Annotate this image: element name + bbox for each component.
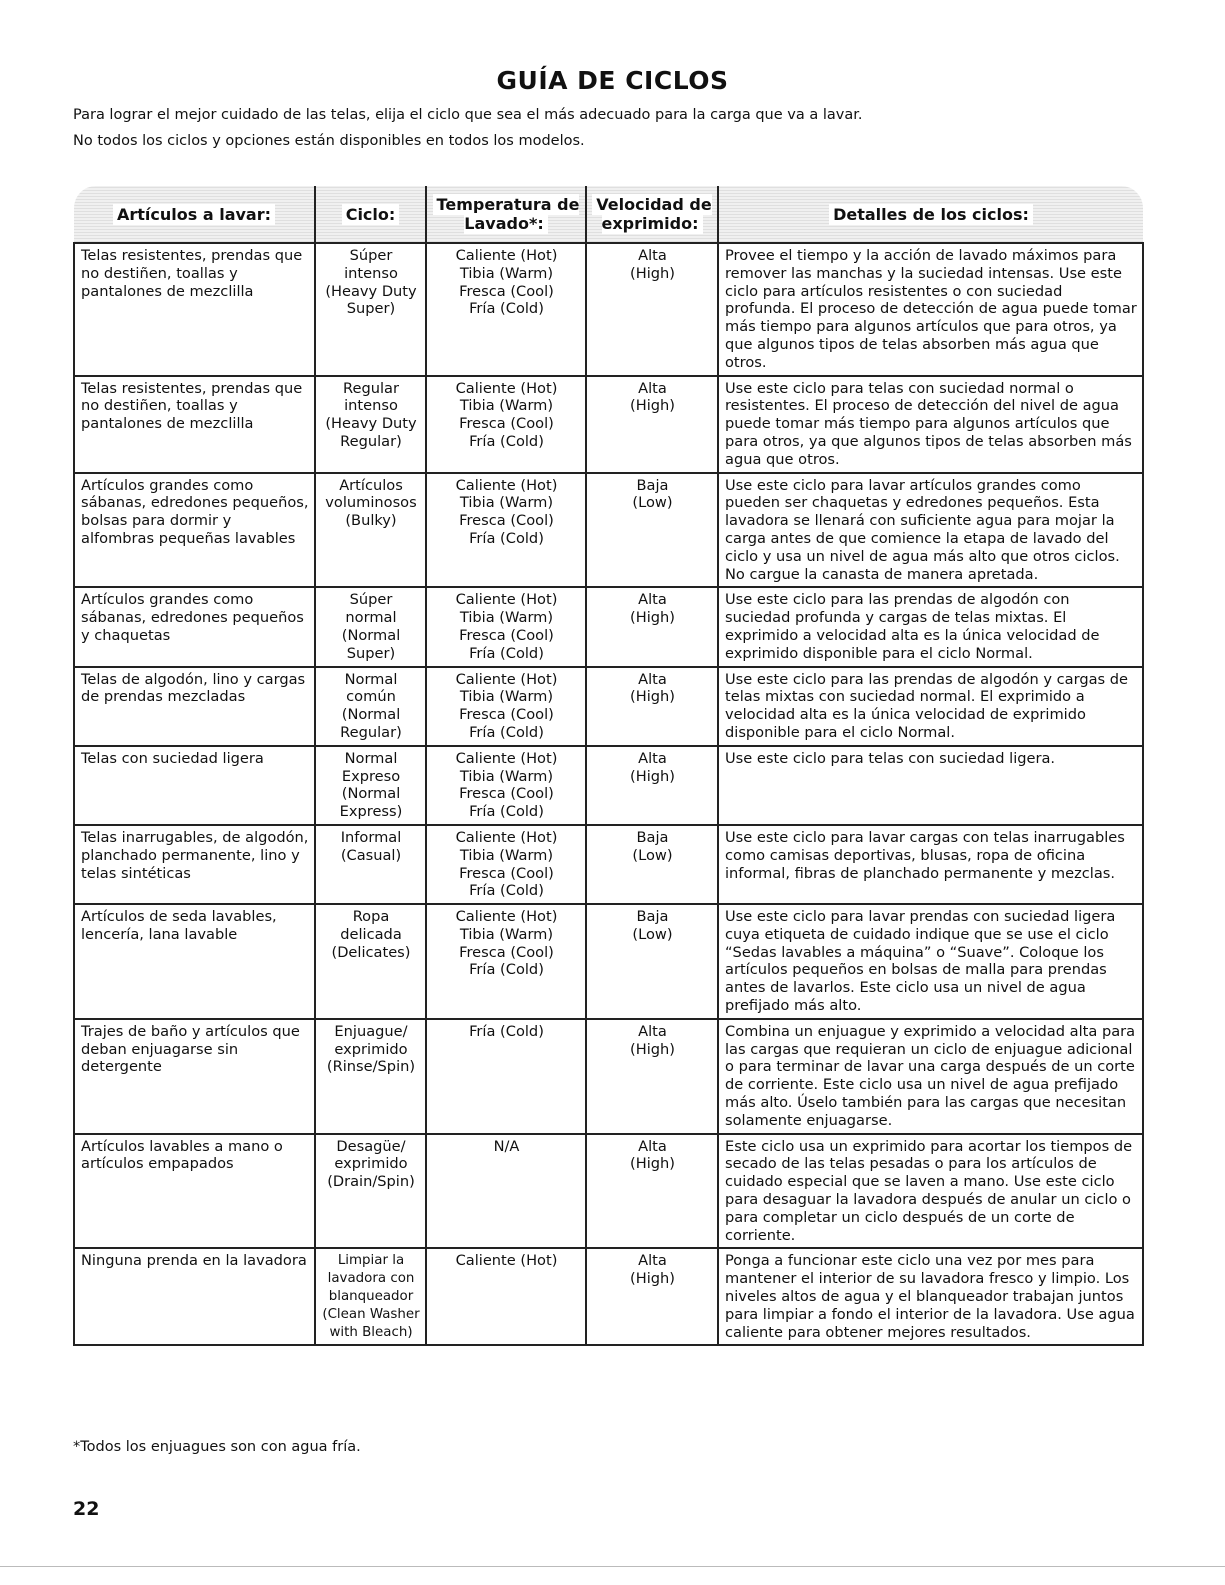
- temperature-line: Fresca (Cool): [459, 943, 554, 961]
- speed-line: Baja: [636, 476, 669, 494]
- cell-speed: [586, 1019, 718, 1134]
- table-row: [74, 243, 1143, 376]
- cycle-line: delicada: [340, 925, 402, 943]
- cell-articles: Artículos grandes como sábanas, edredones pequeños, bolsas para dormir y alfombras pequeñas lavables: [74, 473, 315, 588]
- cell-articles: Telas inarrugables, de algodón, planchado permanente, lino y telas sintéticas: [74, 825, 315, 904]
- speed-line: (High): [630, 609, 675, 627]
- speed-line: Alta: [638, 1252, 667, 1270]
- table-row: [74, 1019, 1143, 1134]
- cell-details: Use este ciclo para telas con suciedad ligera.: [718, 746, 1143, 825]
- speed-line: Alta: [638, 749, 667, 767]
- cell-temperature: [426, 667, 586, 746]
- temperature-line: Caliente (Hot): [455, 476, 558, 494]
- cycle-line: (Normal: [341, 706, 401, 724]
- cycle-line: exprimido: [334, 1040, 408, 1058]
- temperature-line: Fresca (Cool): [459, 864, 554, 882]
- temperature-line: Tibia (Warm): [459, 767, 554, 785]
- temperature-line: Tibia (Warm): [459, 264, 554, 282]
- cycle-line: (Heavy Duty: [325, 282, 417, 300]
- speed-line: (Low): [632, 846, 673, 864]
- table-row: [74, 825, 1143, 904]
- cell-details: Combina un enjuague y exprimido a velocidad alta para las cargas que requieran un ciclo de enjuague adicional o para terminar de lavar una carga después de un corte de corriente. Este ciclo usa un nivel de agua prefijado más alto. Úselo también para las cargas que necesitan solamente enjuagarse.: [718, 1019, 1143, 1134]
- cell-speed: [586, 1248, 718, 1345]
- speed-line: (High): [630, 688, 675, 706]
- temperature-line: Fría (Cold): [469, 1022, 544, 1040]
- speed-line: (High): [630, 1040, 675, 1058]
- cycle-line: Regular): [340, 723, 402, 741]
- temperature-line: Tibia (Warm): [459, 609, 554, 627]
- speed-line: Alta: [638, 591, 667, 609]
- cycle-line: Enjuague/: [334, 1022, 408, 1040]
- table-row: [74, 746, 1143, 825]
- header-details: Detalles de los ciclos:: [718, 186, 1143, 243]
- cycle-line: blanqueador: [328, 1289, 414, 1305]
- cell-articles: Telas de algodón, lino y cargas de prendas mezcladas: [74, 667, 315, 746]
- temperature-line: Fresca (Cool): [459, 626, 554, 644]
- temperature-line: Tibia (Warm): [459, 688, 554, 706]
- speed-line: (High): [630, 767, 675, 785]
- temperature-line: Fresca (Cool): [459, 512, 554, 530]
- cycle-line: Express): [339, 803, 403, 821]
- temperature-line: Caliente (Hot): [455, 749, 558, 767]
- speed-line: Alta: [638, 1137, 667, 1155]
- cell-cycle: [315, 904, 426, 1019]
- cell-details: Use este ciclo para telas con suciedad normal o resistentes. El proceso de detección del nivel de agua puede tomar más tiempo para algunos artículos que para otros, ya que algunos tipos de telas absorben más agua que otros.: [718, 376, 1143, 473]
- cell-speed: [586, 904, 718, 1019]
- table-row: [74, 667, 1143, 746]
- page-title: GUÍA DE CICLOS: [496, 66, 729, 95]
- header-speed: Velocidad de exprimido:: [586, 186, 718, 243]
- cell-speed: [586, 1134, 718, 1249]
- cell-articles: Trajes de baño y artículos que deban enjuagarse sin detergente: [74, 1019, 315, 1134]
- cycle-line: Regular: [343, 379, 399, 397]
- cell-details: Use este ciclo para lavar artículos grandes como pueden ser chaquetas y edredones pequeños. Esta lavadora se llenará con suficiente agua para mojar la carga antes de que comience la etapa de lavado del ciclo y usa un nivel de agua más alto que otros ciclos. No cargue la canasta de manera apretada.: [718, 473, 1143, 588]
- cycle-line: Expreso: [341, 767, 401, 785]
- cycle-line: normal: [345, 609, 397, 627]
- cell-temperature: [426, 376, 586, 473]
- cell-temperature: [426, 473, 586, 588]
- temperature-line: Caliente (Hot): [455, 828, 558, 846]
- cycle-line: (Heavy Duty: [325, 415, 417, 433]
- cell-articles: Telas con suciedad ligera: [74, 746, 315, 825]
- cell-speed: [586, 746, 718, 825]
- cell-temperature: [426, 904, 586, 1019]
- temperature-line: Caliente (Hot): [455, 379, 558, 397]
- cell-cycle: [315, 746, 426, 825]
- cell-speed: [586, 825, 718, 904]
- cell-cycle: [315, 667, 426, 746]
- cell-temperature: [426, 1019, 586, 1134]
- speed-line: Alta: [638, 379, 667, 397]
- cycle-line: Regular): [340, 432, 402, 450]
- table-row: [74, 376, 1143, 473]
- cell-details: Use este ciclo para lavar prendas con suciedad ligera cuya etiqueta de cuidado indique que se use el ciclo “Sedas lavables a máquina” o “Suave”. Coloque los artículos pequeños en bolsas de malla para prendas antes de lavarlos. Este ciclo usa un nivel de agua prefijado más alto.: [718, 904, 1143, 1019]
- cycle-line: Super): [346, 644, 396, 662]
- header-cycle: Ciclo:: [315, 186, 426, 243]
- cycle-line: Limpiar la: [337, 1253, 405, 1269]
- cycle-line: Normal: [344, 670, 398, 688]
- speed-line: Alta: [638, 247, 667, 264]
- header-articles: Artículos a lavar:: [74, 186, 315, 243]
- speed-line: (High): [630, 1155, 675, 1173]
- temperature-line: Fresca (Cool): [459, 706, 554, 724]
- cell-details: Use este ciclo para las prendas de algodón y cargas de telas mixtas con suciedad normal. El exprimido a velocidad alta es la única velocidad de exprimido disponible para el ciclo Normal.: [718, 667, 1143, 746]
- cell-cycle: [315, 1019, 426, 1134]
- temperature-line: Tibia (Warm): [459, 397, 554, 415]
- temperature-line: Fría (Cold): [469, 529, 544, 547]
- cycle-line: exprimido: [334, 1155, 408, 1173]
- cell-cycle: [315, 587, 426, 666]
- cell-temperature: [426, 1134, 586, 1249]
- cell-details: Ponga a funcionar este ciclo una vez por mes para mantener el interior de su lavadora fresco y limpio. Los niveles altos de agua y el blanqueador trabajan juntos para limpiar a fondo el interior de la lavadora. Use agua caliente para obtener mejores resultados.: [718, 1248, 1143, 1345]
- cell-articles: Artículos lavables a mano o artículos empapados: [74, 1134, 315, 1249]
- header-temperature: Temperatura de Lavado*:: [426, 186, 586, 243]
- cycle-line: Desagüe/: [336, 1137, 406, 1155]
- cell-speed: [586, 587, 718, 666]
- temperature-line: Caliente (Hot): [455, 1252, 558, 1270]
- temperature-line: Fría (Cold): [469, 803, 544, 821]
- page-number: 22: [73, 1498, 100, 1520]
- temperature-line: Fresca (Cool): [459, 282, 554, 300]
- speed-line: (Low): [632, 925, 673, 943]
- cycle-line: Súper: [349, 247, 393, 264]
- cycle-line: (Bulky): [345, 512, 397, 530]
- cycle-line: común: [346, 688, 396, 706]
- cell-temperature: [426, 1248, 586, 1345]
- footnote: *Todos los enjuagues son con agua fría.: [73, 1439, 361, 1455]
- speed-line: Alta: [638, 670, 667, 688]
- temperature-line: Tibia (Warm): [459, 846, 554, 864]
- cell-cycle: [315, 1248, 426, 1345]
- table-row: [74, 587, 1143, 666]
- cycle-line: with Bleach): [329, 1324, 413, 1340]
- cycle-line: (Rinse/Spin): [326, 1058, 416, 1076]
- cycle-line: Artículos: [339, 476, 403, 494]
- cell-speed: [586, 376, 718, 473]
- cycle-line: Informal: [340, 828, 402, 846]
- cell-articles: Ninguna prenda en la lavadora: [74, 1248, 315, 1345]
- cell-articles: Telas resistentes, prendas que no destiñen, toallas y pantalones de mezclilla: [74, 376, 315, 473]
- cell-temperature: [426, 243, 586, 376]
- temperature-line: Fría (Cold): [469, 432, 544, 450]
- speed-line: (Low): [632, 494, 673, 512]
- cycle-line: (Drain/Spin): [327, 1173, 415, 1191]
- cell-details: Use este ciclo para lavar cargas con telas inarrugables como camisas deportivas, blusas, ropa de oficina informal, fibras de planchado permanente y mezclas.: [718, 825, 1143, 904]
- speed-line: Baja: [636, 828, 669, 846]
- cell-details: Use este ciclo para las prendas de algodón con suciedad profunda y cargas de telas mixtas. El exprimido a velocidad alta es la única velocidad de exprimido disponible para el ciclo Normal.: [718, 587, 1143, 666]
- cell-speed: [586, 667, 718, 746]
- temperature-line: Fresca (Cool): [459, 415, 554, 433]
- speed-line: Alta: [638, 1022, 667, 1040]
- cell-details: Provee el tiempo y la acción de lavado máximos para remover las manchas y la suciedad intensas. Use este ciclo para artículos resistentes o con suciedad profunda. El proceso de detección de agua puede tomar más tiempo para algunos artículos que para otros, ya que algunos tipos de telas absorben más agua que otros.: [718, 243, 1143, 376]
- table-row: [74, 904, 1143, 1019]
- temperature-line: Tibia (Warm): [459, 494, 554, 512]
- temperature-line: N/A: [493, 1137, 520, 1155]
- temperature-line: Fría (Cold): [469, 961, 544, 979]
- cell-articles: Telas resistentes, prendas que no destiñen, toallas y pantalones de mezclilla: [74, 243, 315, 376]
- cell-temperature: [426, 825, 586, 904]
- table-row: [74, 1134, 1143, 1249]
- cell-cycle: [315, 243, 426, 376]
- cell-articles: Artículos de seda lavables, lencería, lana lavable: [74, 904, 315, 1019]
- temperature-line: Fresca (Cool): [459, 785, 554, 803]
- table-row: [74, 473, 1143, 588]
- cycle-line: lavadora con: [327, 1271, 415, 1287]
- temperature-line: Fría (Cold): [469, 723, 544, 741]
- cell-cycle: [315, 473, 426, 588]
- temperature-line: Caliente (Hot): [455, 247, 558, 264]
- speed-line: (High): [630, 1270, 675, 1288]
- cycle-line: Super): [346, 300, 396, 318]
- speed-line: (High): [630, 397, 675, 415]
- cell-temperature: [426, 746, 586, 825]
- cell-articles: Artículos grandes como sábanas, edredones pequeños y chaquetas: [74, 587, 315, 666]
- cycle-line: (Delicates): [331, 943, 411, 961]
- cycle-guide-table: [73, 186, 1144, 1346]
- temperature-line: Fría (Cold): [469, 300, 544, 318]
- intro-text-2: No todos los ciclos y opciones están disponibles en todos los modelos.: [73, 133, 585, 149]
- cycle-line: Ropa: [352, 908, 390, 926]
- temperature-line: Caliente (Hot): [455, 591, 558, 609]
- intro-text-1: Para lograr el mejor cuidado de las telas, elija el ciclo que sea el más adecuado para la carga que va a lavar.: [73, 107, 863, 123]
- speed-line: (High): [630, 264, 675, 282]
- bottom-rule: [0, 1566, 1225, 1567]
- table-header-row: [74, 186, 1143, 243]
- speed-line: Baja: [636, 908, 669, 926]
- temperature-line: Tibia (Warm): [459, 925, 554, 943]
- cell-details: Este ciclo usa un exprimido para acortar los tiempos de secado de las telas pesadas o para los artículos de cuidado especial que se laven a mano. Use este ciclo para desaguar la lavadora después de anular un ciclo o para completar un ciclo después de un corte de corriente.: [718, 1134, 1143, 1249]
- cell-temperature: [426, 587, 586, 666]
- cycle-line: intenso: [344, 264, 398, 282]
- cycle-line: (Normal: [341, 626, 401, 644]
- cycle-line: voluminosos: [325, 494, 417, 512]
- cell-cycle: [315, 825, 426, 904]
- temperature-line: Caliente (Hot): [455, 670, 558, 688]
- temperature-line: Caliente (Hot): [455, 908, 558, 926]
- cell-speed: [586, 473, 718, 588]
- cycle-line: Normal: [344, 749, 398, 767]
- cell-cycle: [315, 376, 426, 473]
- cycle-line: (Clean Washer: [322, 1306, 420, 1322]
- cell-cycle: [315, 1134, 426, 1249]
- table-row: [74, 1248, 1143, 1345]
- cycle-line: (Normal: [341, 785, 401, 803]
- temperature-line: Fría (Cold): [469, 644, 544, 662]
- temperature-line: Fría (Cold): [469, 882, 544, 900]
- cycle-line: intenso: [344, 397, 398, 415]
- cycle-line: Súper: [349, 591, 393, 609]
- cell-speed: [586, 243, 718, 376]
- cycle-line: (Casual): [340, 846, 402, 864]
